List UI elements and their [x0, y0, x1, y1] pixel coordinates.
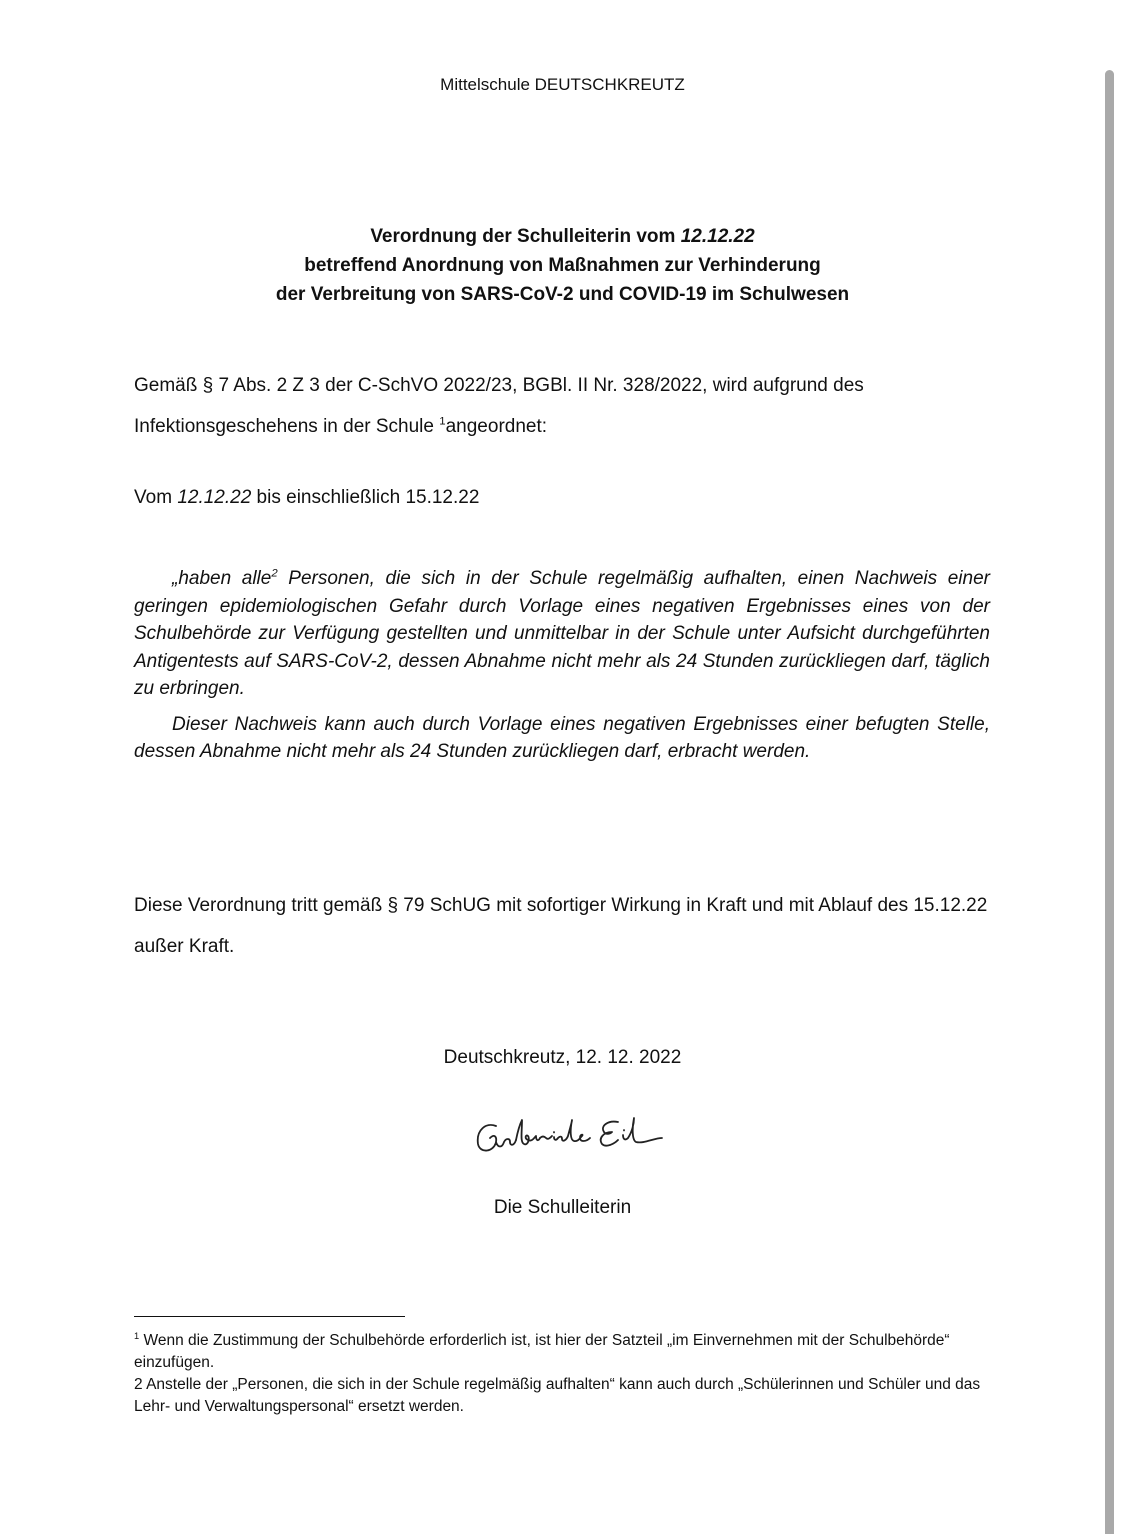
period-suffix: bis einschließlich 15.12.22: [251, 487, 480, 508]
footnotes: [134, 1330, 990, 1418]
footnote-1: [134, 1330, 990, 1374]
title-line-1: [0, 222, 1125, 251]
signatory-role: Die Schulleiterin: [493, 1197, 632, 1218]
measure-quote: [134, 565, 990, 766]
scrollbar[interactable]: [1105, 70, 1114, 1534]
intro-text: Gemäß § 7 Abs. 2 Z 3 der C-SchVO 2022/23, BGBl. II Nr. 328/2022, wird aufgrund des Infektionsgeschehens in der Schule: [134, 375, 864, 437]
signature-image: [468, 1108, 668, 1168]
quote-text-rest: Personen, die sich in der Schule regelmäßig aufhalten, einen Nachweis einer geringen epidemiologischen Gefahr durch Vorlage eines negativen Ergebnisses eines von der Schulbehörde zur Verfügung gestellten und unmittelbar in der Schule unter Aufsicht durchgeführten Antigentests auf SARS-CoV-2, dessen Abnahme nicht mehr als 24 Stunden zurückliegen darf, täglich zu erbringen.: [134, 568, 990, 699]
period-prefix: Vom: [134, 487, 178, 508]
footnote-1-marker: 1: [134, 1330, 140, 1341]
place-date: Deutschkreutz, 12. 12. 2022: [443, 1047, 682, 1068]
intro-paragraph: [134, 365, 990, 447]
title-line-2: betreffend Anordnung von Maßnahmen zur Verhinderung: [304, 255, 821, 276]
quote-paragraph-1: [134, 565, 990, 703]
document-title: [0, 222, 1125, 309]
footnote-ref-1[interactable]: 1: [439, 415, 446, 428]
title-prefix: Verordnung der Schulleiterin vom: [370, 226, 681, 247]
closing-paragraph: Diese Verordnung tritt gemäß § 79 SchUG mit sofortiger Wirkung in Kraft und mit Ablauf des 15.12.22 außer Kraft.: [134, 895, 988, 957]
intro-text-end: angeordnet:: [445, 416, 548, 437]
quote-paragraph-2: Dieser Nachweis kann auch durch Vorlage eines negativen Ergebnisses einer befugten Stelle, dessen Abnahme nicht mehr als 24 Stunden zurückliegen darf, erbracht werden.: [134, 713, 990, 762]
school-header: Mittelschule DEUTSCHKREUTZ: [440, 75, 685, 94]
period-paragraph: [134, 487, 990, 509]
footnote-2: 2 Anstelle der „Personen, die sich in der Schule regelmäßig aufhalten“ kann auch durch „Schülerinnen und Schüler und das Lehr- und Verwaltungspersonal“ ersetzt werden.: [134, 1376, 981, 1415]
period-start-date: 12.12.22: [177, 487, 252, 508]
footnote-1-text: Wenn die Zustimmung der Schulbehörde erforderlich ist, ist hier der Satzteil „im Einvernehmen mit der Schulbehörde“ einzufügen.: [134, 1332, 950, 1371]
footnote-divider: [134, 1316, 405, 1317]
quote-text-start: „haben alle: [172, 568, 272, 589]
title-date: 12.12.22: [680, 226, 755, 247]
title-line-3: der Verbreitung von SARS-CoV-2 und COVID-19 im Schulwesen: [275, 284, 850, 305]
footnote-ref-2[interactable]: 2: [271, 567, 278, 580]
